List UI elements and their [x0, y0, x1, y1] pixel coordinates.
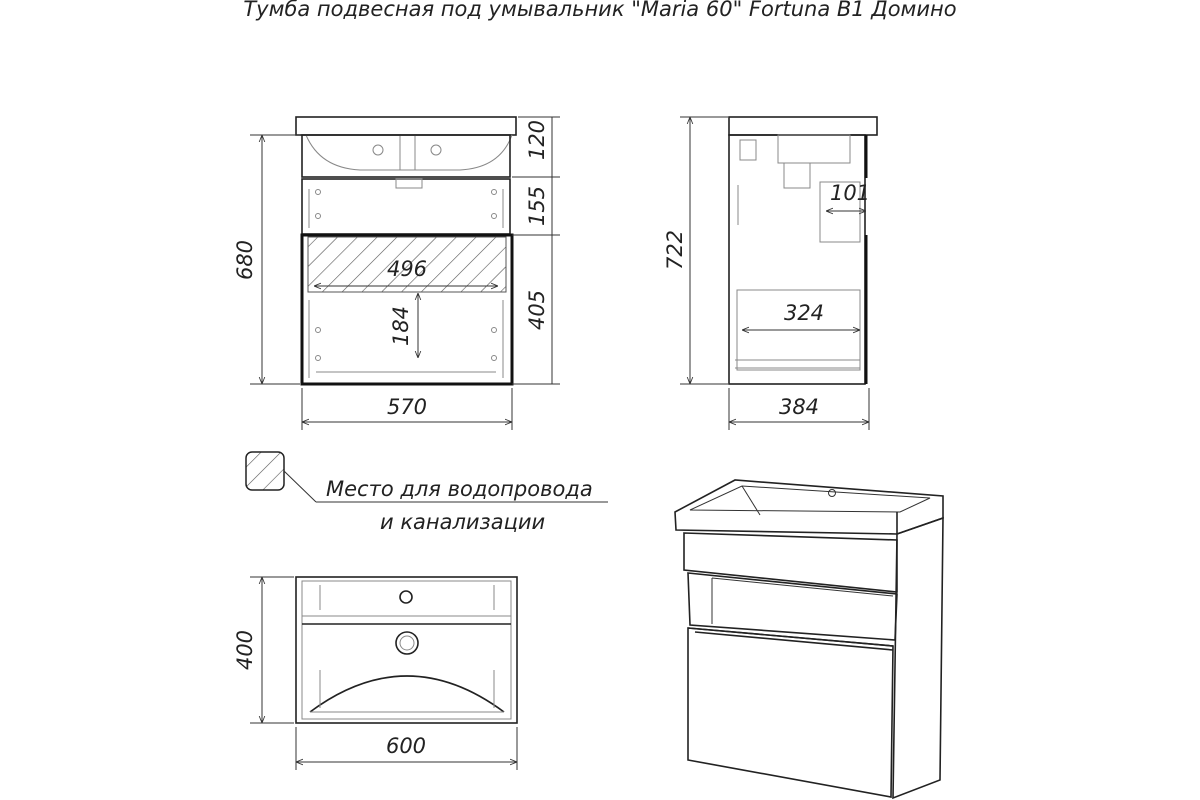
top-drain-hole — [396, 632, 418, 654]
dim-inner-width: 496 — [386, 257, 428, 281]
dim-drawer-inner-height: 184 — [389, 305, 413, 347]
dim-depth: 384 — [778, 395, 820, 419]
dim-drawer-height: 405 — [525, 289, 549, 331]
front-overflow-hole — [373, 145, 383, 155]
dim-shelf-height: 155 — [525, 185, 549, 227]
front-view — [233, 117, 560, 430]
front-shelf-section — [302, 179, 510, 234]
side-basin-top — [729, 117, 877, 135]
legend-text-line1: Место для водопровода — [326, 477, 593, 501]
top-basin-curve — [310, 676, 504, 712]
isometric-view — [675, 480, 943, 798]
iso-drawer-front — [688, 628, 893, 797]
front-top-section — [302, 135, 510, 177]
dim-top-width: 600 — [385, 734, 427, 758]
iso-cabinet-side — [893, 518, 943, 798]
dim-top-depth: 400 — [233, 629, 257, 671]
legend — [246, 452, 608, 534]
dim-shelf-depth: 101 — [829, 181, 871, 205]
dim-total-height: 680 — [233, 239, 257, 281]
side-body — [729, 135, 865, 384]
dim-top-height: 120 — [525, 119, 549, 161]
dim-side-height: 722 — [663, 229, 687, 271]
dim-drawer-depth: 324 — [783, 301, 825, 325]
top-view — [233, 577, 517, 770]
legend-hatch-swatch — [246, 452, 284, 490]
front-basin-top — [296, 117, 516, 135]
dim-width: 570 — [386, 395, 428, 419]
side-view — [663, 117, 877, 430]
iso-basin-top — [675, 480, 943, 534]
top-tap-hole — [400, 591, 412, 603]
drawing-title: Тумба подвесная под умывальник "Maria 60" Fortuna B1 Домино — [243, 0, 957, 21]
front-tap-hole — [431, 145, 441, 155]
legend-text-line2: и канализации — [380, 510, 546, 534]
